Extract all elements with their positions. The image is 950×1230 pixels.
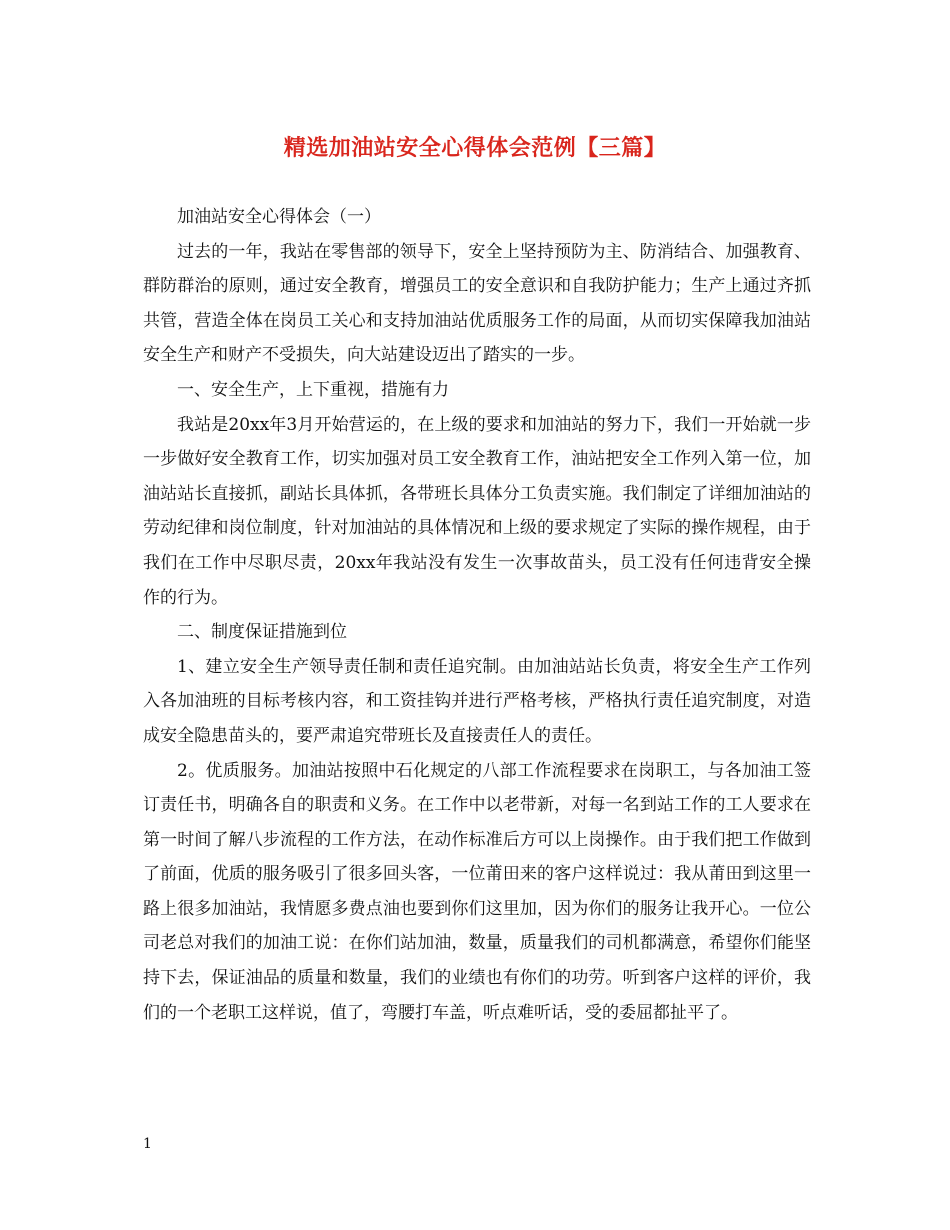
body-paragraph: 我站是20xx年3月开始营运的，在上级的要求和加油站的努力下，我们一开始就一步一步做好安全教育工作，切实加强对员工安全教育工作，油站把安全工作列入第一位，加油站站长直接抓，副站长具体抓，各带班长具体分工负责实施。我们制定了详细加油站的劳动纪律和岗位制度，针对加油站的具体情况和上级的要求规定了实际的操作规程，由于我们在工作中尽职尽责，20xx年我站没有发生一次事故苗头，员工没有任何违背安全操作的行为。 (143, 414, 811, 608)
body-paragraph: 过去的一年，我站在零售部的领导下，安全上坚持预防为主、防消结合、加强教育、群防群治的原则，通过安全教育，增强员工的安全意识和自我防护能力；生产上通过齐抓共管，营造全体在岗员工关心和支持加油站优质服务工作的局面，从而切实保障我加油站安全生产和财产不受损失，向大站建设迈出了踏实的一步。 (143, 241, 811, 366)
body-paragraph: 1、建立安全生产领导责任制和责任追究制。由加油站站长负责，将安全生产工作列入各加油班的目标考核内容，和工资挂钩并进行严格考核，严格执行责任追究制度，对造成安全隐患苗头的，要严肃追究带班长及直接责任人的责任。 (143, 656, 811, 746)
section-heading-2: 一、安全生产，上下重视，措施有力 (177, 379, 449, 400)
section-heading-3: 二、制度保证措施到位 (177, 622, 347, 643)
body-paragraph: 2。优质服务。加油站按照中石化规定的八部工作流程要求在岗职工，与各加油工签订责任书，明确各自的职责和义务。在工作中以老带新，对每一名到站工作的工人要求在第一时间了解八步流程的工作方法，在动作标准后方可以上岗操作。由于我们把工作做到了前面，优质的服务吸引了很多回头客，一位莆田来的客户这样说过：我从莆田到这里一路上很多加油站，我情愿多费点油也要到你们这里加，因为你们的服务让我开心。一位公司老总对我们的加油工说：在你们站加油，数量，质量我们的司机都满意，希望你们能坚持下去，保证油品的质量和数量，我们的业绩也有你们的功劳。听到客户这样的评价，我们的一个老职工这样说，值了，弯腰打车盖，听点难听话，受的委屈都扯平了。 (143, 760, 811, 1023)
page-number: 1 (143, 1136, 152, 1152)
section-heading-1: 加油站安全心得体会（一） (177, 207, 381, 227)
document-body (143, 200, 811, 1030)
document-title: 精选加油站安全心得体会范例【三篇】 (283, 135, 667, 161)
